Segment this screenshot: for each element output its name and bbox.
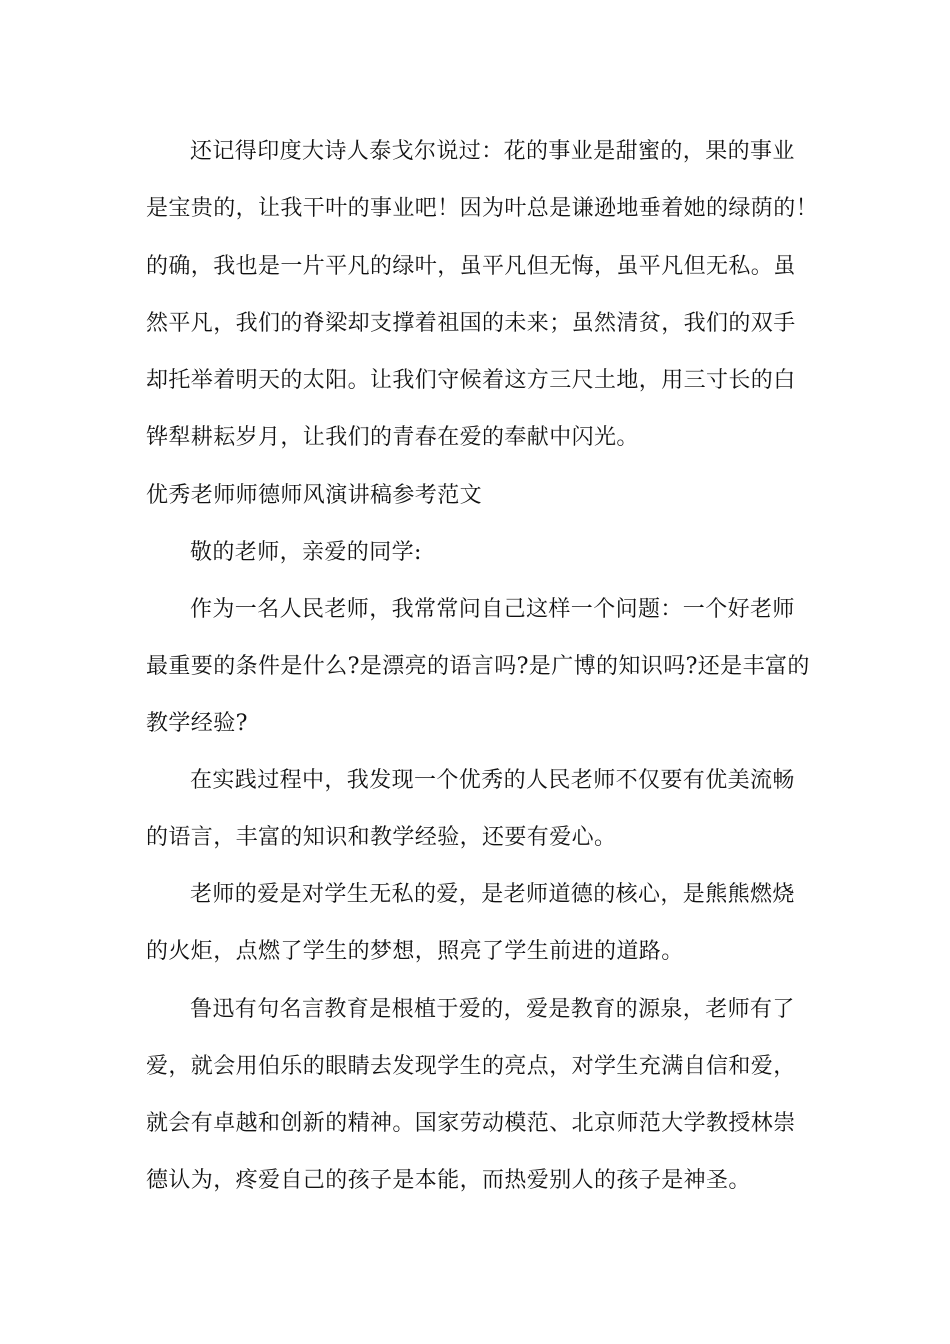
text-line: 的确，我也是一片平凡的绿叶，虽平凡但无悔，虽平凡但无私。虽: [146, 254, 796, 279]
text-line: 是宝贵的，让我干叶的事业吧！因为叶总是谦逊地垂着她的绿荫的！: [146, 196, 819, 221]
text-line: 鲁迅有句名言教育是根植于爱的，爱是教育的源泉，老师有了: [190, 997, 795, 1022]
text-line: 德认为，疼爱自己的孩子是本能，而热爱别人的孩子是神圣。: [146, 1168, 751, 1193]
text-line: 却托举着明天的太阳。让我们守候着这方三尺土地，用三寸长的白: [146, 368, 796, 393]
text-line: 爱，就会用伯乐的眼睛去发现学生的亮点，对学生充满自信和爱，: [146, 1054, 796, 1079]
text-line: 铧犁耕耘岁月，让我们的青春在爱的奉献中闪光。: [146, 425, 639, 450]
text-line: 在实践过程中，我发现一个优秀的人民老师不仅要有优美流畅: [190, 768, 795, 793]
text-line: 就会有卓越和创新的精神。国家劳动模范、北京师范大学教授林崇: [146, 1111, 796, 1136]
text-line: 的火炬，点燃了学生的梦想，照亮了学生前进的道路。: [146, 939, 684, 964]
text-line: 然平凡，我们的脊梁却支撑着祖国的未来；虽然清贫，我们的双手: [146, 311, 796, 336]
salutation: 敬的老师，亲爱的同学:: [190, 540, 422, 565]
text-line: 最重要的条件是什么?是漂亮的语言吗?是广博的知识吗?还是丰富的: [146, 654, 810, 679]
text-line: 老师的爱是对学生无私的爱，是老师道德的核心，是熊熊燃烧: [190, 882, 795, 907]
text-line: 作为一名人民老师，我常常问自己这样一个问题：一个好老师: [190, 597, 795, 622]
text-line: 还记得印度大诗人泰戈尔说过：花的事业是甜蜜的，果的事业: [190, 139, 795, 164]
text-line: 教学经验?: [146, 711, 248, 736]
text-line: 的语言，丰富的知识和教学经验，还要有爱心。: [146, 825, 617, 850]
section-heading: 优秀老师师德师风演讲稿参考范文: [146, 483, 483, 508]
